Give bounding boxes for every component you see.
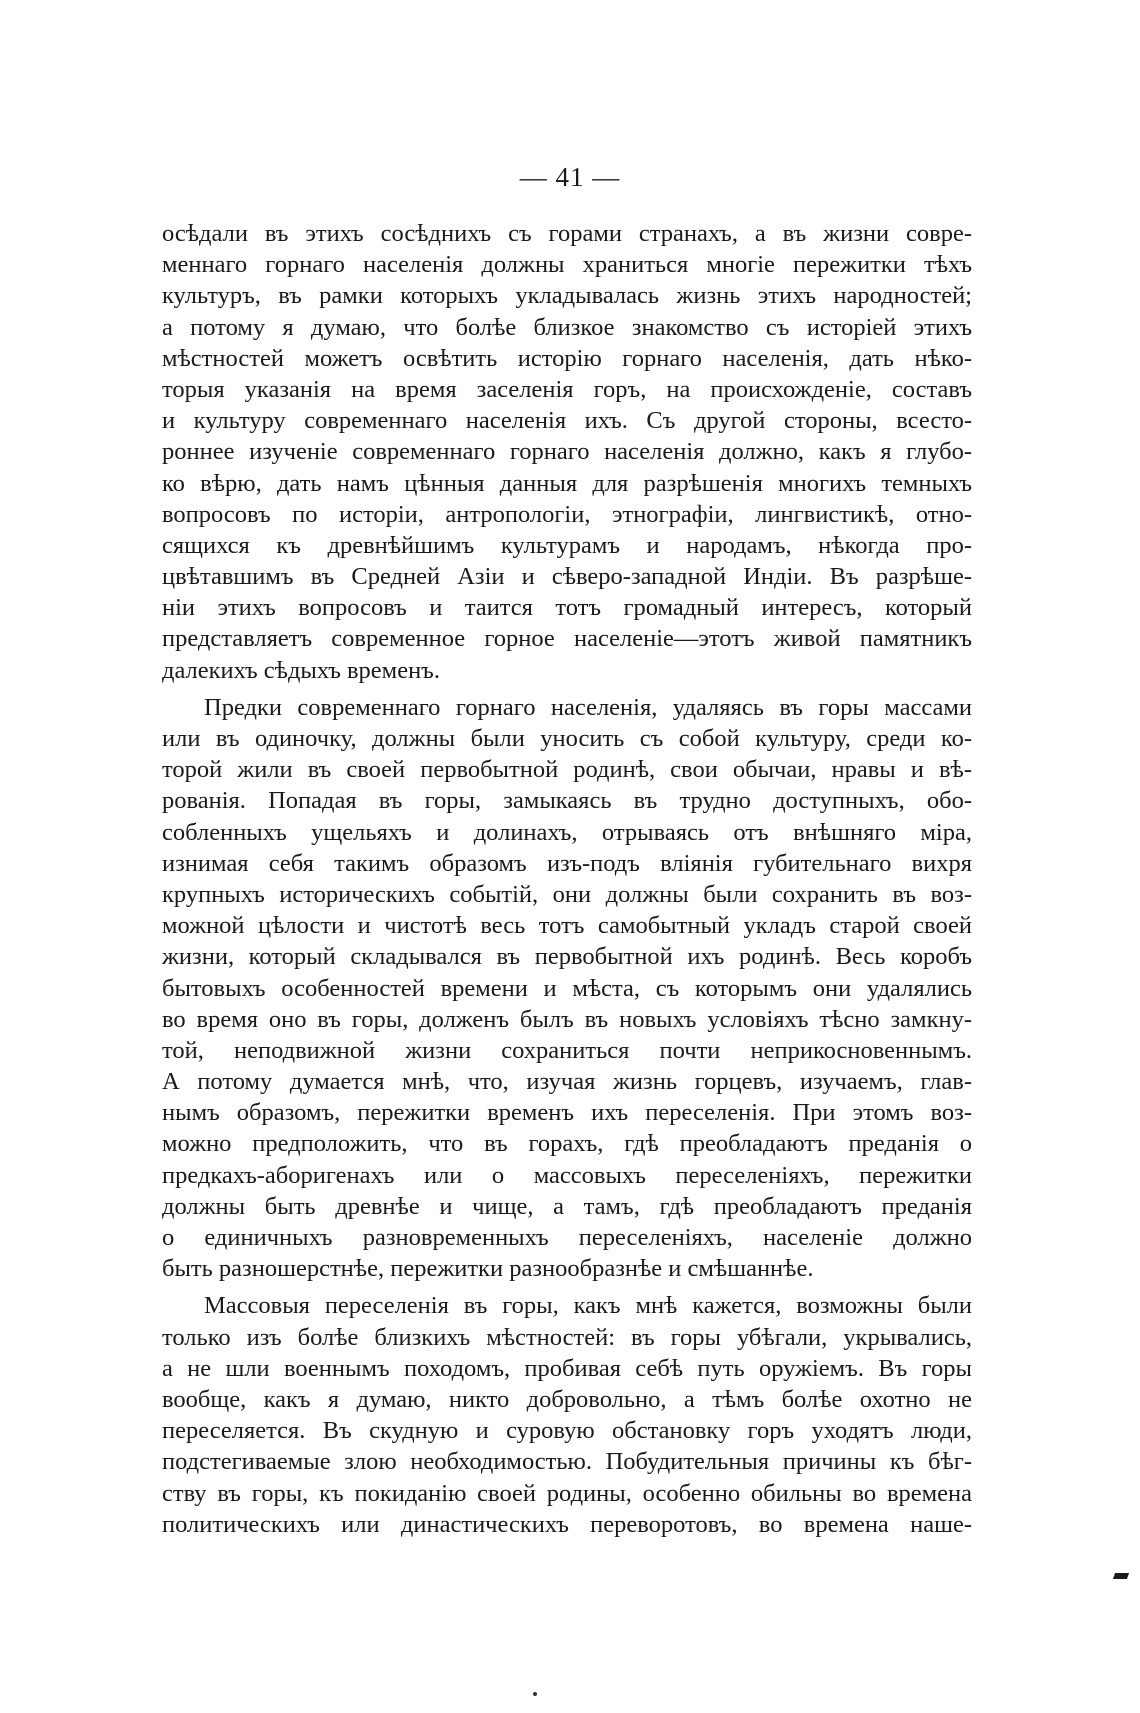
text-line: быть разношерстнѣе, пережитки разнообразнѣе и смѣшаннѣе. bbox=[162, 1255, 814, 1283]
text-line: изнимая себя такимъ образомъ изъ-подъ вліянія губительнаго вихря bbox=[162, 849, 972, 877]
text-line: жизни, который складывался въ первобытной ихъ родинѣ. Весь коробъ bbox=[162, 943, 972, 971]
text-line: а потому я думаю, что болѣе близкое знакомство съ исторіей этихъ bbox=[162, 313, 972, 341]
text-line: рованія. Попадая въ горы, замыкаясь въ трудно доступныхъ, обо- bbox=[162, 787, 972, 815]
text-line: вопросовъ по исторіи, антропологіи, этнографіи, лингвистикѣ, отно- bbox=[162, 500, 972, 528]
text-line: собленныхъ ущельяхъ и долинахъ, отрываясь отъ внѣшняго міра, bbox=[162, 818, 972, 846]
text-line: А потому думается мнѣ, что, изучая жизнь горцевъ, изучаемъ, глав- bbox=[162, 1068, 972, 1096]
text-line: той, неподвижной жизни сохраниться почти неприкосновеннымъ. bbox=[162, 1036, 972, 1064]
text-line: предкахъ-аборигенахъ или о массовыхъ переселеніяхъ, пережитки bbox=[162, 1161, 972, 1189]
text-line: далекихъ сѣдыхъ временъ. bbox=[162, 656, 440, 684]
paragraph-3 bbox=[162, 1290, 972, 1540]
text-line: бытовыхъ особенностей времени и мѣста, съ которымъ они удалялись bbox=[162, 974, 972, 1002]
text-line: крупныхъ историческихъ событій, они должны были сохранить въ воз- bbox=[162, 880, 972, 908]
text-line: и культуру современнаго населенія ихъ. Съ другой стороны, всесто- bbox=[162, 407, 972, 435]
scan-speck bbox=[533, 1692, 537, 1696]
text-line: роннее изученіе современнаго горнаго населенія должно, какъ я глубо- bbox=[162, 438, 972, 466]
text-line: политическихъ или династическихъ переворотовъ, во времена наше- bbox=[162, 1510, 972, 1538]
text-line: Массовыя переселенія въ горы, какъ мнѣ кажется, возможны были bbox=[204, 1292, 972, 1320]
text-line: сящихся къ древнѣйшимъ культурамъ и народамъ, нѣкогда про- bbox=[162, 531, 972, 559]
text-line: можно предположить, что въ горахъ, гдѣ преобладаютъ преданія о bbox=[162, 1130, 972, 1158]
text-line: торой жили въ своей первобытной родинѣ, свои обычаи, нравы и вѣ- bbox=[162, 756, 972, 784]
text-line: о единичныхъ разновременныхъ переселеніяхъ, населеніе должно bbox=[162, 1224, 972, 1251]
text-line: меннаго горнаго населенія должны храниться многіе пережитки тѣхъ bbox=[162, 251, 972, 279]
text-line: культуръ, въ рамки которыхъ укладывалась жизнь этихъ народностей; bbox=[162, 282, 972, 310]
text-line: Предки современнаго горнаго населенія, удаляясь въ горы массами bbox=[204, 693, 972, 721]
text-line: цвѣтавшимъ въ Средней Азіи и сѣверо-западной Индіи. Въ разрѣше- bbox=[162, 563, 972, 591]
text-line: можной цѣлости и чистотѣ весь тотъ самобытный укладъ старой своей bbox=[162, 912, 972, 940]
text-line: ко вѣрю, дать намъ цѣнныя данныя для разрѣшенія многихъ темныхъ bbox=[162, 469, 972, 497]
body-text bbox=[162, 218, 972, 1540]
text-line: вообще, какъ я думаю, никто добровольно, а тѣмъ болѣе охотно не bbox=[162, 1385, 972, 1413]
text-line: во время оно въ горы, долженъ былъ въ новыхъ условіяхъ тѣсно замкну- bbox=[162, 1005, 972, 1033]
text-line: нымъ образомъ, пережитки временъ ихъ переселенія. При этомъ воз- bbox=[162, 1099, 972, 1127]
text-line: переселяется. Въ скудную и суровую обстановку горъ уходятъ люди, bbox=[162, 1417, 972, 1445]
page-number: — 41 — bbox=[519, 162, 621, 192]
scan-edge-mark bbox=[1113, 1573, 1129, 1579]
paragraph-1 bbox=[162, 218, 972, 686]
text-line: ніи этихъ вопросовъ и таится тотъ громадный интересъ, который bbox=[162, 594, 972, 622]
paragraph-2 bbox=[162, 692, 972, 1285]
text-line: только изъ болѣе близкихъ мѣстностей: въ горы убѣгали, укрывались, bbox=[162, 1323, 972, 1351]
text-line: а не шли военнымъ походомъ, пробивая себѣ путь оружіемъ. Въ горы bbox=[162, 1354, 972, 1382]
text-line: мѣстностей можетъ освѣтить исторію горнаго населенія, дать нѣко- bbox=[162, 344, 972, 372]
text-line: представляетъ современное горное населеніе—этотъ живой памятникъ bbox=[162, 625, 972, 653]
text-line: подстегиваемые злою необходимостью. Побудительныя причины къ бѣг- bbox=[162, 1448, 972, 1476]
text-line: ству въ горы, къ покиданію своей родины, особенно обильны во времена bbox=[162, 1479, 972, 1507]
text-line: должны быть древнѣе и чище, а тамъ, гдѣ преобладаютъ преданія bbox=[162, 1192, 972, 1220]
text-line: или въ одиночку, должны были уносить съ собой культуру, среди ко- bbox=[162, 725, 972, 752]
text-line: осѣдали въ этихъ сосѣднихъ съ горами странахъ, а въ жизни совре- bbox=[162, 220, 972, 247]
text-line: торыя указанія на время заселенія горъ, на происхожденіе, составъ bbox=[162, 375, 972, 403]
